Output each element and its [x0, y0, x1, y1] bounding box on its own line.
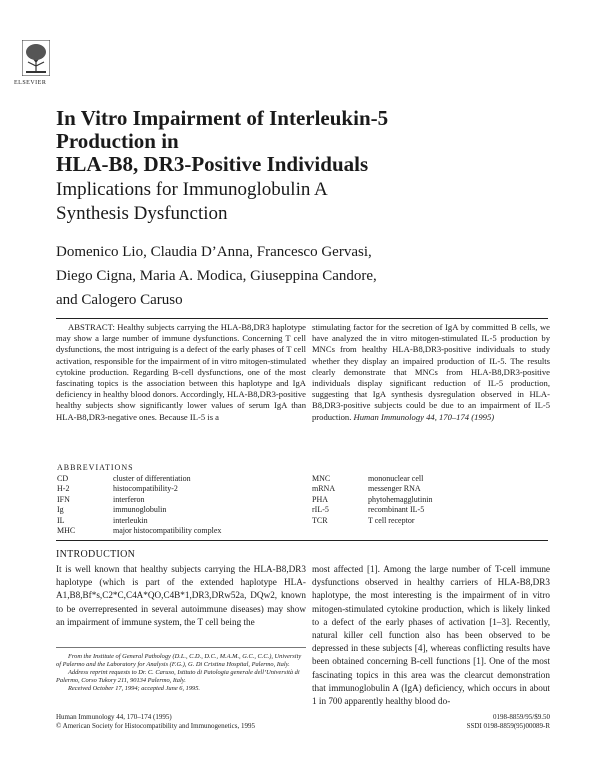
abstract-label: ABSTRACT: [68, 322, 115, 332]
abbreviations-rule [56, 540, 548, 541]
article-subtitle-line-2: Synthesis Dysfunction [56, 203, 228, 224]
abbreviation-row: IL interleukin [57, 515, 148, 525]
footnote-rule [56, 647, 306, 648]
footnote-reprints: Address reprint requests to Dr. C. Caruso, Istituto di Patologia generale dell’Università di Palermo, Corso Tukory 211, 90134 Palermo, Italy. [56, 669, 300, 685]
header-rule [56, 318, 548, 319]
abbreviation-row: TCR T cell receptor [312, 515, 415, 525]
elsevier-tree-logo-icon [22, 40, 50, 76]
abstract-left-text: Healthy subjects carrying the HLA-B8,DR3 haplotype may show a large number of immune dysfunctions. Concerning T cell dysfunctions, the most intriguing is a defect of the early phases of T cell activation, responsible for the impairment of in vitro mitogen-stimulated cytokine production. Regarding B-cell dysfunctions, one of the most fascinating topics is the association between this haplotype and IgA deficiency in healthy blood donors. Accordingly, HLA-B8,DR3-positive healthy subjects show significantly lower values of serum IgA than HLA-B8,DR3-negative ones. Because IL-5 is a [56, 322, 306, 422]
abstract-right-column [312, 322, 550, 423]
introduction-left-text: It is well known that healthy subjects carrying the HLA-B8,DR3 haplotype (which is part of the extended haplotype HLA-A1,B8,Bf*s,C2*C,C4A*QO,C4B*1,DR3,DRw52a, DQw2, known to be overrepresented in several autoimmune diseases) may show an impairment of immune system, the T cell being the [56, 564, 306, 627]
abbreviations-right-table [312, 474, 432, 526]
footnote-block [56, 653, 306, 693]
footnote-affiliation: From the Institute of General Pathology (D.L., C.D., D.C., M.A.M., G.C., C.C.), University of Palermo and the Laboratory for Analysis (F.G.), G. Di Cristina Hospital, Palermo, Italy. [56, 653, 302, 669]
abbreviation-row: mRNA messenger RNA [312, 484, 421, 494]
abstract-citation: Human Immunology 44, 170–174 (1995) [353, 411, 495, 422]
ssdi-code: SSDI 0198-8859(95)00089-R [466, 722, 550, 730]
introduction-heading: INTRODUCTION [56, 549, 136, 560]
abstract-left-column [56, 322, 306, 423]
footnote-received: Received October 17, 1994; accepted June 6, 1995. [68, 685, 201, 693]
abbreviation-row: MNC mononuclear cell [312, 474, 424, 483]
publisher-name: ELSEVIER [14, 80, 47, 86]
abbreviation-row: MHC major histocompatibility complex [57, 526, 222, 536]
article-title-line-2: Production in [56, 129, 179, 153]
journal-citation: Human Immunology 44, 170–174 (1995) [56, 713, 172, 721]
author-line-3: and Calogero Caruso [56, 292, 183, 308]
price-code: 0198-8859/95/$9.50 [493, 713, 550, 721]
abbreviations-heading: ABBREVIATIONS [57, 463, 134, 472]
article-subtitle-line-1: Implications for Immunoglobulin A [56, 179, 328, 200]
abbreviation-row: rIL-5 recombinant IL-5 [312, 505, 425, 515]
abbreviations-left-table [57, 474, 221, 536]
abbreviation-row: PHA phytohemagglutinin [312, 494, 433, 504]
abbreviation-row: H-2 histocompatibility-2 [57, 484, 178, 494]
abbreviation-row: CD cluster of differentiation [57, 474, 191, 483]
article-title-line-1: In Vitro Impairment of Interleukin-5 [56, 106, 389, 130]
abstract-right-text: stimulating factor for the secretion of IgA by committed B cells, we have analyzed the in vitro mitogen-stimulated IL-5 production by MNCs from healthy HLA-B8,DR3-positive individuals to study whether they display an impaired production of IL-5. The results clearly demonstrate that MNCs from HLA-B8,DR3-positive individuals display significant reduction of IL-5 production, suggesting that IgA synthesis dysregulation observed in HLA-B8,DR3-positive subjects could be due to an impairment of IL-5 production. [312, 322, 550, 422]
abbreviation-row: Ig immunoglobulin [57, 505, 167, 515]
copyright-line: © American Society for Histocompatibility and Immunogenetics, 1995 [56, 722, 255, 730]
author-line-1: Domenico Lio, Claudia D’Anna, Francesco Gervasi, [56, 244, 372, 260]
author-line-2: Diego Cigna, Maria A. Modica, Giuseppina Candore, [56, 268, 377, 284]
abbreviation-row: IFN interferon [57, 494, 145, 504]
article-title-line-3: HLA-B8, DR3-Positive Individuals [56, 152, 369, 176]
introduction-right-text: most affected [1]. Among the large number of T-cell immune dysfunctions observed in healthy carriers of HLA-B8,DR3 haplotype, the most interesting is the impairment of in vitro mitogen-stimulated cytokine production, which is likely linked to a defect of the early phases of activation [1–3]. Recently, natural killer cell function also has been observed to be depressed in these subjects [4], whereas conflicting results have been obtained concerning B-cell functions [1]. One of the most fascinating topics in this area was the clearcut demonstration that immunoglobulin A (IgA) deficiency, which occurs in about 1 in 700 apparently healthy blood do- [312, 564, 550, 707]
